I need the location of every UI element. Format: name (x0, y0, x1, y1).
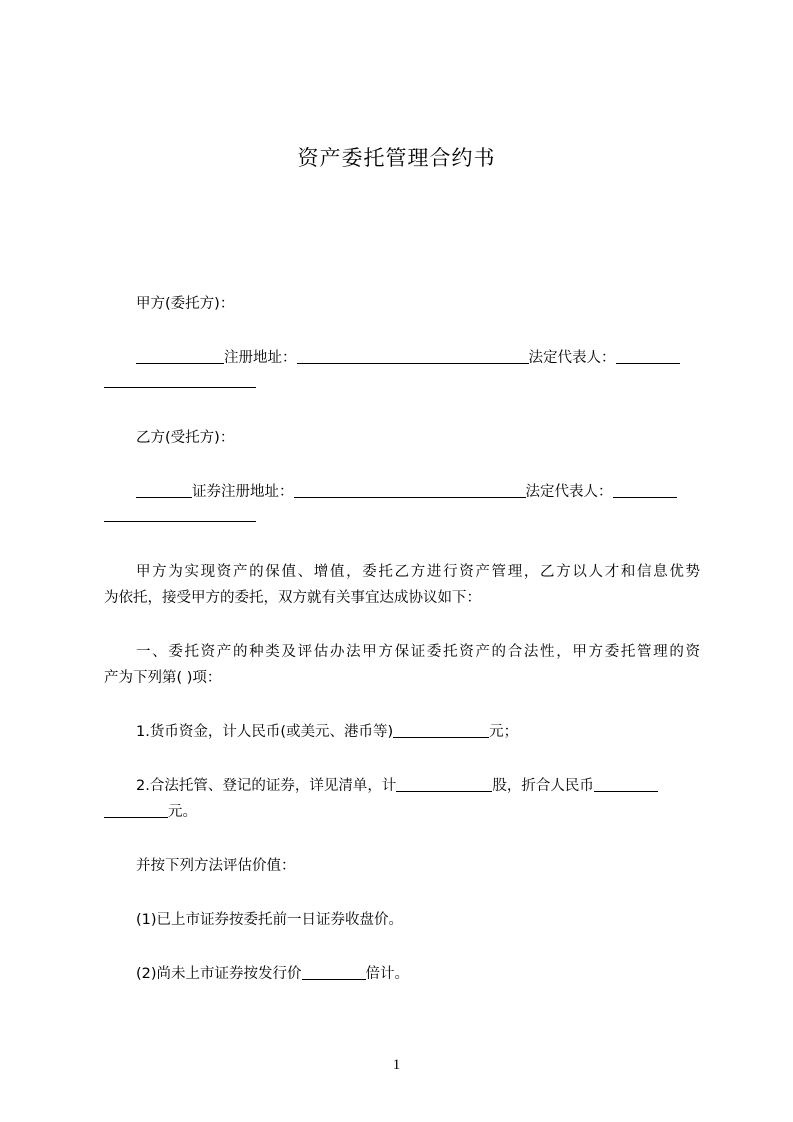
item-1-amount-blank (393, 722, 489, 738)
item-2-amount-blank-continued (104, 802, 168, 818)
party-b-rep-label: 法定代表人： (525, 484, 613, 500)
page-number: 1 (392, 1057, 401, 1073)
section-1-line-2: 产为下列第( )项： (104, 670, 222, 686)
item-2-shares-blank (396, 776, 492, 792)
party-b-address-blank (294, 482, 526, 498)
item-2-securities (136, 774, 700, 795)
item-2-suffix: 元。 (168, 804, 197, 820)
item-2-continuation (104, 800, 700, 821)
intro-paragraph-line-2: 为依托，接受甲方的委托，双方就有关事宜达成协议如下： (104, 590, 481, 606)
party-b-name-blank (136, 482, 192, 498)
valuation-method-2 (136, 962, 700, 983)
party-b-rep-blank-continued (104, 506, 256, 522)
section-1-line-1: 一、委托资产的种类及评估办法甲方保证委托资产的合法性，甲方委托管理的资 (136, 644, 700, 660)
valuation-method-1: (1)已上市证券按委托前一日证券收盘价。 (136, 912, 404, 928)
party-b-rep-blank (613, 482, 677, 498)
party-a-rep-blank-continued (104, 372, 256, 388)
method-2-prefix: (2)尚未上市证券按发行价 (136, 966, 302, 982)
party-a-heading: 甲方(委托方)： (136, 296, 235, 312)
party-a-name-blank (136, 348, 224, 364)
valuation-heading: 并按下列方法评估价值： (136, 858, 296, 874)
item-1-prefix: 1.货币资金，计人民币(或美元、港币等) (136, 724, 394, 740)
party-a-address-blank (297, 348, 529, 364)
intro-paragraph-line-1: 甲方为实现资产的保值、增值，委托乙方进行资产管理，乙方以人才和信息优势 (136, 564, 700, 580)
party-b-heading: 乙方(受托方)： (136, 430, 235, 446)
party-a-details-line (136, 346, 700, 367)
party-a-details-continuation (104, 372, 700, 390)
item-1-suffix: 元； (489, 724, 519, 740)
party-a-rep-label: 法定代表人： (528, 350, 616, 366)
party-b-address-label: 证券注册地址： (192, 484, 294, 500)
item-2-mid: 股，折合人民币 (492, 778, 594, 794)
party-a-rep-blank (616, 348, 680, 364)
item-2-amount-blank (594, 776, 658, 792)
document-title: 资产委托管理合约书 (297, 146, 496, 170)
item-2-prefix: 2.合法托管、登记的证券，详见清单，计 (136, 778, 397, 794)
party-b-details-continuation (104, 506, 700, 524)
party-b-details-line (136, 480, 700, 501)
method-2-multiple-blank (302, 964, 366, 980)
party-a-address-label: 注册地址： (224, 350, 297, 366)
method-2-suffix: 倍计。 (365, 966, 410, 982)
item-1-currency (136, 720, 700, 741)
